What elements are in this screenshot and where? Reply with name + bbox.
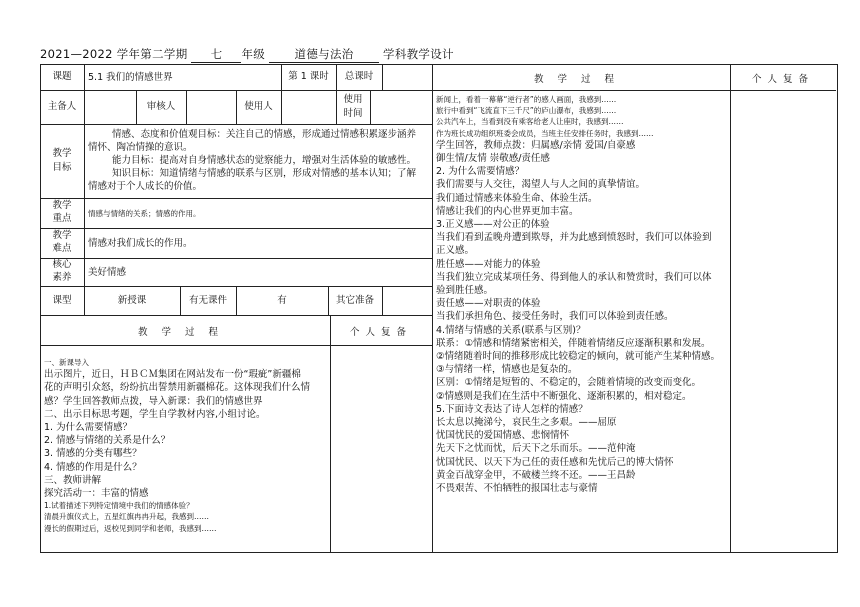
core-value: 美好情感 — [88, 267, 127, 278]
process-line: 5.下面诗文表达了诗人怎样的情感？ — [436, 403, 588, 415]
process-line: 2. 情感与情绪的关系是什么？ — [44, 435, 171, 447]
reviewer-label: 审核人 — [146, 101, 176, 112]
process-line: 感？学生回答教师点拨，导入新课：我们的情感世界 — [44, 395, 263, 407]
goal-line: 情怀、陶冶情操的意识。 — [88, 142, 193, 153]
school-year: 2021—2022 学年第二学期 — [40, 47, 188, 61]
process-line: ③与情绪一样，情感也是复杂的。 — [436, 364, 578, 376]
process-line: 3. 情感的分类有哪些？ — [44, 448, 142, 460]
process-line: 胜任感——对能力的体验 — [436, 258, 541, 270]
right-personal-title: 个人复备 — [751, 74, 814, 85]
process-line: 漫长的假期过后，返校见到同学和老师，我感到…… — [44, 523, 217, 533]
process-line: 一、新课导入 — [44, 358, 89, 367]
process-line: 长太息以掩涕兮，哀民生之多艰。——屈原 — [436, 417, 617, 428]
difficulty-label-1: 教学 — [52, 230, 72, 241]
process-line: 当我们承担角色、接受任务时，我们可以体验到责任感。 — [436, 311, 674, 323]
process-line: 学生回答，教师点拨：归属感/亲情 爱国/自豪感 — [436, 139, 636, 151]
process-line: 2. 为什么需要情感？ — [436, 166, 525, 178]
right-process-title: 教学过程 — [533, 74, 628, 85]
process-line: 当我们看到孟晚舟遭到欺辱，并为此感到愤怒时，我们可以体验到 — [436, 232, 712, 244]
process-line: 4. 情感的作用是什么？ — [44, 461, 142, 473]
topic-label: 课题 — [52, 71, 72, 82]
other-prep-label: 其它准备 — [335, 295, 374, 306]
focus-label-1: 教学 — [52, 200, 72, 211]
process-line: ②情感则是我们在生活中不断强化、逐渐积累的，相对稳定。 — [436, 390, 692, 402]
goals-label-1: 教学 — [52, 148, 72, 159]
left-process-title: 教学过程 — [137, 327, 232, 338]
process-line: 1.试着描述下列特定情境中我们的情感体验？ — [44, 501, 194, 511]
focus-label-2: 重点 — [52, 213, 72, 224]
process-line: 公共汽车上，当看到没有乘客给老人让座时，我感到…… — [436, 117, 624, 127]
process-line: 二、出示目标思考题，学生自学教材内容,小组讨论。 — [44, 408, 266, 420]
process-line: 正义感。 — [436, 245, 475, 257]
process-line: ②情绪随着时间的推移形成比较稳定的倾向，就可能产生某种情感。 — [436, 351, 721, 362]
type-label: 课型 — [52, 295, 72, 306]
focus-value: 情感与情绪的关系；情感的作用。 — [88, 209, 201, 218]
document-header — [40, 46, 840, 63]
process-line: 不畏艰苦、不怕牺牲的报国壮志与豪情 — [436, 483, 598, 494]
process-line: 忧国忧民的爱国情感、悲悯情怀 — [436, 430, 570, 442]
courseware-label: 有无课件 — [188, 295, 227, 306]
process-line: 当我们独立完成某项任务、得到他人的承认和赞赏时，我们可以体 — [436, 271, 712, 283]
total-hours-label: 总课时 — [344, 71, 374, 82]
core-label-2: 素养 — [52, 272, 72, 283]
main-preparer-label: 主备人 — [47, 101, 77, 112]
process-line: 旅行中看到“飞流直下三千尺”的庐山瀑布，我感到…… — [436, 106, 617, 116]
grade-suffix: 年级 — [241, 47, 266, 61]
process-line: 忧国忧民、以天下为己任的责任感和先忧后己的博大情怀 — [436, 456, 674, 468]
process-line: 作为班长成功组织班委会成员，当班主任安排任务时，我感到…… — [436, 128, 654, 138]
process-line: 花的声明引众怒，纷纷抗出誓禁用新疆棉花。这体现我们什么情 — [44, 382, 311, 394]
process-line: 我们需要与人交往，渴望人与人之间的真挚情谊。 — [436, 179, 646, 191]
header-suffix: 学科教学设计 — [383, 47, 454, 61]
difficulty-label-2: 难点 — [52, 243, 72, 254]
courseware-value: 有 — [277, 295, 287, 306]
user-label: 使用人 — [244, 101, 273, 112]
goals-label-2: 目标 — [52, 162, 72, 173]
process-line: 联系：①情感和情绪紧密相关，伴随着情绪反应逐渐积累和发展。 — [436, 337, 711, 349]
process-line: 新闻上，看着一幕幕“逆行者”的感人画面，我感到…… — [436, 95, 617, 104]
process-line: 1. 为什么需要情感？ — [44, 422, 133, 433]
process-line: 3.正义感——对公正的体验 — [436, 219, 550, 230]
type-value: 新授课 — [117, 295, 147, 306]
process-line: 出示图片，近日，ＨＢＣＭ集团在网站发布一份“瑕疵”新疆棉 — [44, 369, 301, 381]
goal-line: 能力目标：提高对自身情感状态的觉察能力，增强对生活体验的敏感性。 — [112, 155, 417, 166]
process-line: 黄金百战穿金甲，不破楼兰终不还。——王昌龄 — [436, 469, 636, 481]
process-line: 三、教师讲解 — [44, 474, 102, 486]
process-line: 情感让我们的内心世界更加丰富。 — [436, 205, 579, 217]
topic-value: 5.1 我们的情感世界 — [88, 72, 173, 83]
use-time-label-1: 使用 — [343, 94, 363, 105]
core-label-1: 核心 — [52, 259, 72, 270]
process-line: 我们通过情感来体验生命、体验生活。 — [436, 192, 598, 204]
process-line: 区别：①情绪是短暂的、不稳定的，会随着情境的改变而变化。 — [436, 377, 702, 389]
process-line: 4.情绪与情感的关系(联系与区别)？ — [436, 324, 586, 336]
use-time-label-2: 时间 — [343, 108, 363, 119]
subject-value: 道德与法治 — [269, 46, 379, 63]
process-line: 先天下之忧而忧，后天下之乐而乐。——范仲淹 — [436, 443, 636, 455]
process-line: 责任感——对职责的体验 — [436, 298, 541, 310]
difficulty-value: 情感对我们成长的作用。 — [88, 238, 193, 249]
left-personal-title: 个人复备 — [349, 327, 412, 338]
process-line: 清晨升旗仪式上，五星红旗冉冉升起，我感到…… — [44, 512, 209, 522]
goal-line: 知识目标：知道情绪与情感的联系与区别，形成对情感的基本认知；了解 — [112, 168, 417, 179]
process-line: 验到胜任感。 — [436, 285, 494, 296]
grade-value: 七 — [191, 46, 241, 63]
goal-line: 情感、态度和价值观目标：关注自己的情感，形成通过情感积累逐步涵养 — [112, 129, 417, 140]
process-line: 探究活动一：丰富的情感 — [44, 488, 149, 499]
process-line: 御生情/友情 崇敬感/责任感 — [436, 153, 550, 164]
goal-line: 情感对于个人成长的价值。 — [88, 181, 203, 192]
lesson-number: 第 1 课时 — [288, 71, 329, 82]
